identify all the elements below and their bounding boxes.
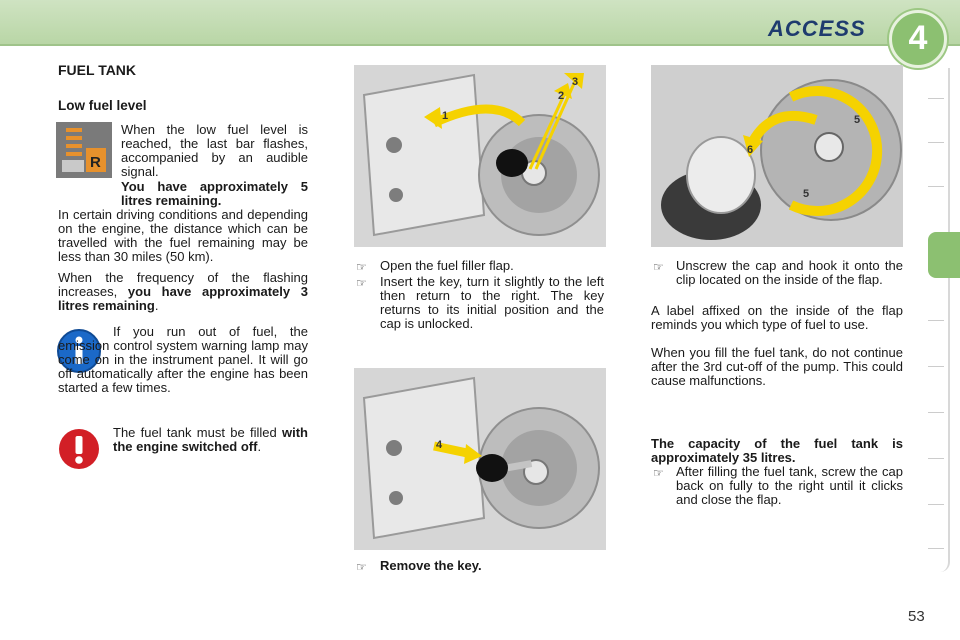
chapter-badge xyxy=(889,10,947,68)
exclamation-icon xyxy=(58,428,100,470)
photo-label-5-bottom: 5 xyxy=(803,188,810,200)
flashing-text-suffix: . xyxy=(154,298,159,313)
flashing-text-bold: you have approximately 3 litres remaining xyxy=(58,284,308,313)
photo-label-5-top: 5 xyxy=(854,114,861,126)
rail-tick xyxy=(928,186,944,187)
rail-tick xyxy=(928,504,944,505)
rail-tick xyxy=(928,142,944,143)
photo-label-3: 3 xyxy=(572,76,579,88)
fuel-flap-photo-open xyxy=(354,65,606,247)
rail-tick xyxy=(928,98,944,99)
rail-tick xyxy=(928,412,944,413)
step1-text: Open the fuel filler flap. xyxy=(380,258,514,273)
rail-tick xyxy=(928,458,944,459)
photo-label-2: 2 xyxy=(558,90,565,102)
photo-label-4: 4 xyxy=(436,439,443,451)
flashing-text xyxy=(58,271,308,313)
rail-tick xyxy=(928,548,944,549)
pointing-hand-icon: ☞ xyxy=(356,276,367,290)
chapter-tab[interactable] xyxy=(928,232,960,278)
warning-text-bold: with the engine switched off xyxy=(113,425,308,454)
info-text: If you run out of fuel, the emission control system warning lamp may come on in the instrument panel. It will go off automatically after the engine has been started a few times. xyxy=(58,324,308,395)
fuel-gauge-icon xyxy=(56,122,112,178)
photo-label-6: 6 xyxy=(747,144,754,156)
warning-text xyxy=(113,426,308,454)
svg-text:R: R xyxy=(90,154,101,171)
pointing-hand-icon: ☞ xyxy=(653,260,664,274)
subsection-title: Low fuel level xyxy=(58,98,147,113)
step2-text: Insert the key, turn it slightly to the left then return to the right. The key returns to its initial position and the cap is unlocked. xyxy=(380,274,604,331)
photo-label-1: 1 xyxy=(442,110,449,122)
chapter-title: ACCESS xyxy=(768,16,866,41)
page-number: 53 xyxy=(908,608,925,625)
rail-tick xyxy=(928,320,944,321)
after-filling-text: After filling the fuel tank, screw the cap back on fully to the right until it clicks and close the flap. xyxy=(676,464,903,507)
rail-tick xyxy=(928,366,944,367)
pointing-hand-icon: ☞ xyxy=(356,560,367,574)
fill-text: When you fill the fuel tank, do not continue after the 3rd cut-off of the pump. This could cause malfunctions. xyxy=(651,345,903,388)
pointing-hand-icon: ☞ xyxy=(653,466,664,480)
pointing-hand-icon: ☞ xyxy=(356,260,367,274)
warning-text-suffix: . xyxy=(257,439,262,454)
chapter-number: 4 xyxy=(908,19,928,57)
capacity-text: The capacity of the fuel tank is approximately 35 litres. xyxy=(651,436,903,465)
warning-text-prefix: The fuel tank must be filled xyxy=(113,425,282,440)
flashing-text-prefix: When the frequency of the flashing increases, xyxy=(58,270,308,299)
step4-text: Remove the key. xyxy=(380,558,482,573)
gauge-text: When the low fuel level is reached, the last bar flashes, accompanied by an audible signal. xyxy=(121,122,308,179)
fuel-flap-photo-key xyxy=(354,368,606,550)
conditions-text: In certain driving conditions and depending on the engine, the distance which can be travelled with the fuel remaining may be less than 30 miles (50 km). xyxy=(58,207,308,264)
fuel-cap-photo xyxy=(651,65,903,247)
section-title: FUEL TANK xyxy=(58,62,137,78)
gauge-bold-text: You have approximately 5 litres remaining. xyxy=(121,179,308,208)
label-text: A label affixed on the inside of the flap reminds you which type of fuel to use. xyxy=(651,303,903,332)
step5-text: Unscrew the cap and hook it onto the clip located on the inside of the flap. xyxy=(676,258,903,287)
